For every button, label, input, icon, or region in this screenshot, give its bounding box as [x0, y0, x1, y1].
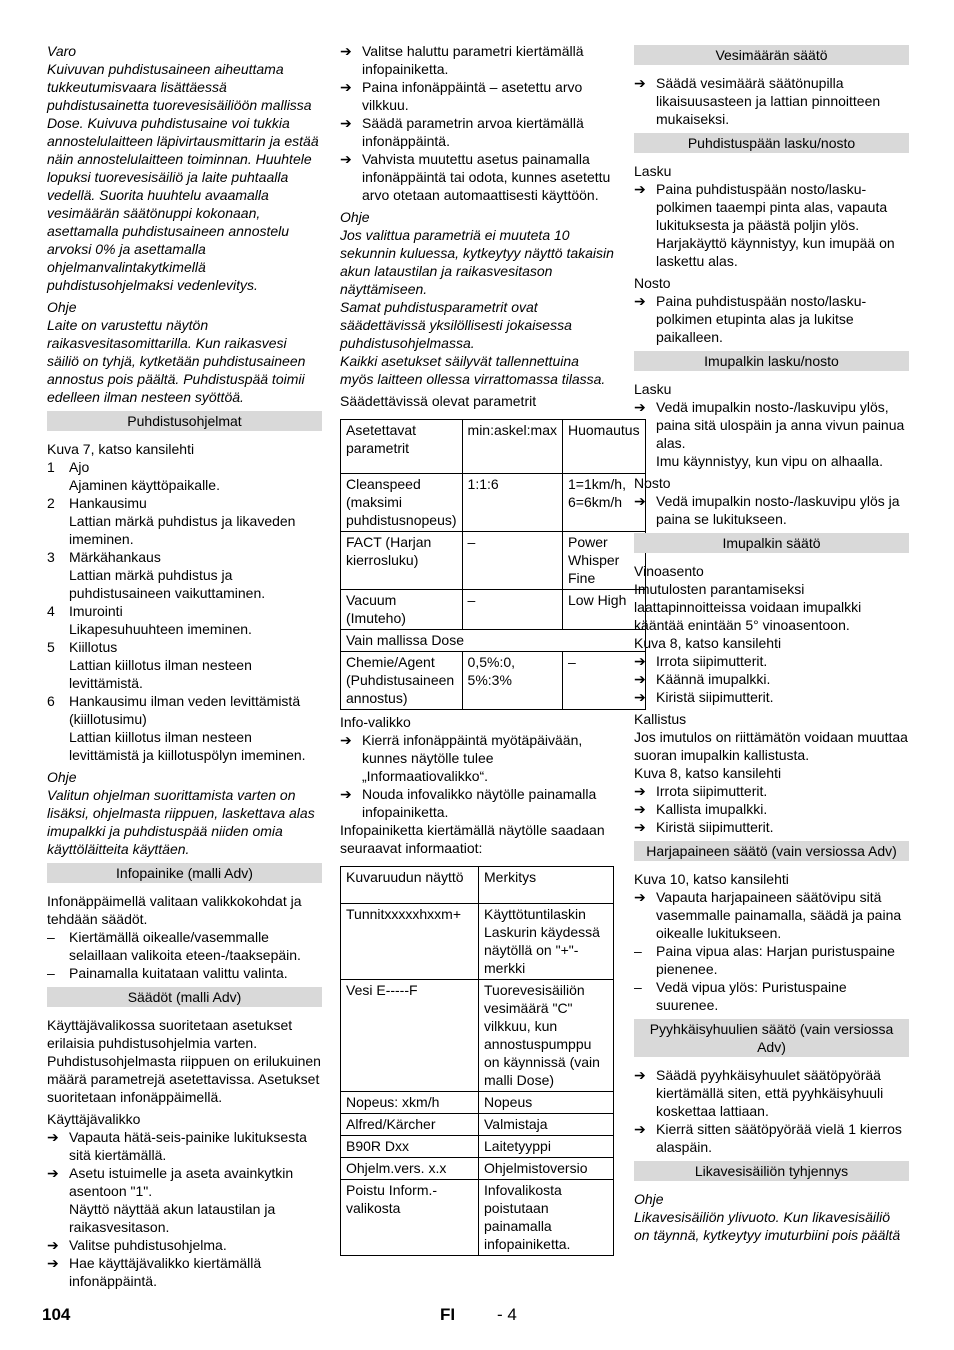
- table-row: Ohjelm.vers. x.x Ohjelmistoversio: [341, 1158, 614, 1180]
- step-item: ➔ Vahvista muutettu asetus painamalla infonäppäintä tai odota, kunnes asetettu arvo otetaan automaattisesti käyttöön.: [340, 151, 611, 203]
- step-item: ➔ Säädä pyyhkäisyhuulet säätöpyörää kiertämällä siten, että pyyhkäisyhuuli koskettaa lattiaan.: [634, 1067, 884, 1119]
- arrow-icon: ➔: [634, 293, 646, 309]
- arrow-icon: ➔: [47, 1165, 59, 1181]
- figure-reference: Kuva 8, katso kansilehti: [634, 635, 782, 651]
- info-table: [340, 866, 614, 1256]
- table-row: Vain mallissa Dose: [341, 630, 646, 652]
- step-item: ➔ Asetu istuimelle ja aseta avainkytkin asentoon "1".: [47, 1165, 294, 1199]
- dash-item: – Kiertämällä oikealle/vasemmalle selaillaan valikoita eteen-/taaksepäin.: [47, 929, 301, 963]
- arrow-icon: ➔: [47, 1237, 59, 1253]
- section-header-cleaning-programs: Puhdistusohjelmat: [47, 411, 322, 431]
- step-item: ➔ Kiristä siipimutterit.: [634, 819, 774, 835]
- table-header-row: Asetettavat parametrit min:askel:max Huomautus: [341, 420, 646, 474]
- arrow-icon: ➔: [634, 653, 646, 669]
- step-item: ➔ Hae käyttäjävalikko kiertämällä infonäppäintä.: [47, 1255, 262, 1289]
- warning-text: Kuivuvan puhdistusaineen aiheuttama tukkeutumisvaara lisättäessä puhdistusainetta tuorevesisäiliöön mallissa Dose. Kuivuva puhdistusaine voi tukkia annostelulaitteen läpivirtausmittarin ja estää näin annostelulaitteen toiminnan. Huuhtele lopuksi tuorevesisäiliö ja laite puhtaalla vedellä. Suorita huuhtelu avaamalla vesimäärän säätönuppi kokonaan, asettamalla puhdistusaineen annostelu arvoksi 0% ja asettamalla ohjelmanvalintakytkimellä puhdistusohjelmaksi vedenlevitys.: [47, 61, 319, 293]
- arrow-icon: ➔: [634, 75, 646, 91]
- arrow-icon: ➔: [340, 732, 352, 748]
- step-item: ➔ Valitse puhdistusohjelma.: [47, 1237, 227, 1253]
- list-item-desc: Ajaminen käyttöpaikalle.: [69, 477, 220, 493]
- table-header-row: Kuvaruudun näyttö Merkitys: [341, 867, 614, 904]
- dash-item: – Painamalla kuitataan valittu valinta.: [47, 965, 288, 981]
- list-item: 5 Kiillotus: [47, 639, 118, 655]
- table-row: B90R Dxx Laitetyyppi: [341, 1136, 614, 1158]
- section-header-settings: Säädöt (malli Adv): [47, 987, 322, 1007]
- table-caption: Säädettävissä olevat parametrit: [340, 393, 537, 409]
- arrow-icon: ➔: [634, 889, 646, 905]
- arrow-icon: ➔: [634, 181, 646, 197]
- section-header-dirty-water-tank: Likavesisäiliön tyhjennys: [634, 1161, 909, 1181]
- subheading: Nosto: [634, 275, 671, 291]
- list-item-desc: Likapesuhuuhteen imeminen.: [69, 621, 252, 637]
- step-item: ➔ Vapauta harjapaineen säätövipu sitä vasemmalle painamalla, säädä ja paina oikealle lukitukseen.: [634, 889, 902, 941]
- figure-reference: Kuva 7, katso kansilehti: [47, 441, 195, 457]
- dash-icon: –: [634, 943, 642, 959]
- column-1: [47, 42, 322, 1290]
- list-item-desc: Lattian märkä puhdistus ja likaveden imeminen.: [69, 513, 296, 547]
- step-note: Harjakäyttö käynnistyy, kun imupää on laskettu alas.: [656, 235, 895, 269]
- table-row: Vacuum (Imuteho) – Low High: [341, 590, 646, 630]
- subheading: Käyttäjävalikko: [47, 1111, 141, 1127]
- step-item: ➔ Irrota siipimutterit.: [634, 783, 768, 799]
- arrow-icon: ➔: [340, 151, 352, 167]
- list-item-desc: Lattian märkä puhdistus ja puhdistusaineen vaikuttaminen.: [69, 567, 266, 601]
- list-item: 2 Hankausimu: [47, 495, 147, 511]
- arrow-icon: ➔: [340, 43, 352, 59]
- list-item: 4 Imurointi: [47, 603, 123, 619]
- dash-item: – Paina vipua alas: Harjan puristuspaine pienenee.: [634, 943, 895, 977]
- arrow-icon: ➔: [634, 819, 646, 835]
- list-item: 1 Ajo: [47, 459, 90, 475]
- table-row: FACT (Harjan kierrosluku) – Power Whisper Fine: [341, 532, 646, 590]
- arrow-icon: ➔: [47, 1129, 59, 1145]
- list-item: 6 Hankausimu ilman veden levittämistä (kiillotusimu): [47, 693, 301, 727]
- table-row: Cleanspeed (maksimi puhdistusnopeus) 1:1:6 1=1km/h, 6=6km/h: [341, 474, 646, 532]
- figure-reference: Kuva 8, katso kansilehti: [634, 765, 782, 781]
- arrow-icon: ➔: [340, 786, 352, 802]
- step-item: ➔ Säädä parametrin arvoa kiertämällä infonäppäintä.: [340, 115, 584, 149]
- step-item: ➔ Paina puhdistuspään nosto/lasku-polkimen etupinta alas ja lukitse paikalleen.: [634, 293, 867, 345]
- note-label: Ohje: [634, 1191, 664, 1207]
- step-item: ➔ Valitse haluttu parametri kiertämällä infopainiketta.: [340, 43, 584, 77]
- step-item: ➔ Kiristä siipimutterit.: [634, 689, 774, 705]
- step-item: ➔ Kierrä sitten säätöpyörää vielä 1 kierros alaspäin.: [634, 1121, 902, 1155]
- section-header-cleaning-head: Puhdistuspään lasku/nosto: [634, 133, 909, 153]
- step-item: ➔ Säädä vesimäärä säätönupilla likaisuusasteen ja lattian pinnoitteen mukaiseksi.: [634, 75, 881, 127]
- arrow-icon: ➔: [340, 115, 352, 131]
- list-item-desc: Lattian kiillotus ilman nesteen levittämistä.: [69, 657, 252, 691]
- note-text: Valitun ohjelman suorittamista varten on lisäksi, ohjelmasta riippuen, laskettava alas imupalkki ja puhdistuspää niiden omia käyttöläitteita käyttäen.: [47, 787, 315, 857]
- note-label: Ohje: [47, 769, 77, 785]
- section-header-squeegee: Imupalkin lasku/nosto: [634, 351, 909, 371]
- step-item: ➔ Vedä imupalkin nosto-/laskuvipu ylös ja paina se lukitukseen.: [634, 493, 900, 527]
- list-item: 3 Märkähankaus: [47, 549, 161, 565]
- step-item: ➔ Käännä imupalkki.: [634, 671, 771, 687]
- parameters-table: [340, 419, 646, 710]
- note-text: Likavesisäiliön ylivuoto. Kun likavesisäiliö on täynnä, kytkeytyy imuturbiini pois päältä: [634, 1209, 901, 1243]
- arrow-icon: ➔: [634, 801, 646, 817]
- step-item: ➔ Irrota siipimutterit.: [634, 653, 768, 669]
- section-header-wiper-lips: Pyyhkäisyhuulien säätö (vain versiossa Adv): [634, 1019, 909, 1057]
- section-header-water-amount: Vesimäärän säätö: [634, 45, 909, 65]
- paragraph: Infonäppäimellä valitaan valikkokohdat ja tehdään säädöt.: [47, 893, 302, 927]
- arrow-icon: ➔: [47, 1255, 59, 1271]
- step-item: ➔ Vapauta hätä-seis-painike lukituksesta sitä kiertämällä.: [47, 1129, 307, 1163]
- subheading: Vinoasento: [634, 563, 704, 579]
- warning-label: Varo: [47, 43, 77, 59]
- table-row: Alfred/Kärcher Valmistaja: [341, 1114, 614, 1136]
- paragraph: Imutulosten parantamiseksi laattapinnoitteissa voidaan imupalkki kääntää enintään 5° vinoasentoon.: [634, 581, 862, 633]
- note-text: Kaikki asetukset säilyvät tallennettuina myös laitteen ollessa virrattomassa tilassa.: [340, 353, 606, 387]
- paragraph: Jos imutulos on riittämätön voidaan muuttaa suoran imupalkin kallistusta.: [634, 729, 908, 763]
- program-list: [47, 458, 322, 764]
- arrow-icon: ➔: [634, 689, 646, 705]
- subheading: Info-valikko: [340, 714, 411, 730]
- section-header-squeegee-adjust: Imupalkin säätö: [634, 533, 909, 553]
- figure-reference: Kuva 10, katso kansilehti: [634, 871, 789, 887]
- subheading: Lasku: [634, 163, 672, 179]
- note-text: Samat puhdistusparametrit ovat säädettävissä yksilöllisesti jokaisessa puhdistusohjelmassa.: [340, 299, 572, 351]
- arrow-icon: ➔: [340, 79, 352, 95]
- note-label: Ohje: [47, 299, 77, 315]
- table-row: Chemie/Agent (Puhdistusaineen annostus) 0,5%:0, 5%:3% –: [341, 652, 646, 710]
- subheading: Nosto: [634, 475, 671, 491]
- dash-icon: –: [634, 979, 642, 995]
- arrow-icon: ➔: [634, 1067, 646, 1083]
- list-item-desc: Lattian kiillotus ilman nesteen levittämistä ja kiillotuspölyn imeminen.: [69, 729, 306, 763]
- note-text: Laite on varustettu näytön raikasvesitasomittarilla. Kun raikasvesi säiliö on tyhjä, kytketään puhdistusaineen annostus pois päältä. Puhdistuspää toimii edelleen ilman nesteen syöttöä.: [47, 317, 306, 405]
- step-note: Imu käynnistyy, kun vipu on alhaalla.: [656, 453, 883, 469]
- arrow-icon: ➔: [634, 1121, 646, 1137]
- arrow-icon: ➔: [634, 783, 646, 799]
- column-2: [340, 42, 640, 1259]
- section-page: - 4: [497, 1305, 517, 1324]
- step-item: ➔ Nouda infovalikko näytölle painamalla infopainiketta.: [340, 786, 597, 820]
- step-item: ➔ Paina infonäppäintä – asetettu arvo vilkkuu.: [340, 79, 583, 113]
- subheading: Kallistus: [634, 711, 687, 727]
- section-header-brush-pressure: Harjapaineen säätö (vain versiossa Adv): [634, 841, 909, 861]
- subheading: Lasku: [634, 381, 672, 397]
- language-code: FI: [440, 1305, 456, 1324]
- section-header-info-button: Infopainike (malli Adv): [47, 863, 322, 883]
- step-item: ➔ Kallista imupalkki.: [634, 801, 768, 817]
- column-3: [634, 42, 909, 1244]
- dash-icon: –: [47, 965, 55, 981]
- table-row: Nopeus: xkm/h Nopeus: [341, 1092, 614, 1114]
- arrow-icon: ➔: [634, 671, 646, 687]
- step-item: ➔ Kierrä infonäppäintä myötäpäivään, kunnes näytölle tulee „Informaatiovalikko“.: [340, 732, 583, 784]
- step-item: ➔ Vedä imupalkin nosto-/laskuvipu ylös, paina sitä ulospäin ja anna vivun painua alas.: [634, 399, 905, 451]
- paragraph: Infopainiketta kiertämällä näytölle saadaan seuraavat informaatiot:: [340, 822, 605, 856]
- step-item: ➔ Paina puhdistuspään nosto/lasku-polkimen taaempi pinta alas, vapauta lukituksesta ja päästä poljin ylös.: [634, 181, 888, 233]
- dash-item: – Vedä vipua ylös: Puristuspaine suurenee.: [634, 979, 847, 1013]
- table-row: Poistu Inform.- valikosta Infovalikosta poistutaan painamalla infopainiketta.: [341, 1180, 614, 1256]
- dash-icon: –: [47, 929, 55, 945]
- arrow-icon: ➔: [634, 399, 646, 415]
- paragraph: Käyttäjävalikossa suoritetaan asetukset erilaisia puhdistusohjelmia varten. Puhdistusohjelmasta riippuen on erilukuinen määrä parametrejä asetettavissa. Asetukset suoritetaan infonäppäimellä.: [47, 1017, 321, 1105]
- table-row: Tunnitxxxxxhxxm+ Käyttötuntilaskin Laskurin käydessä näytöllä on "+"-merkki: [341, 904, 614, 980]
- arrow-icon: ➔: [634, 493, 646, 509]
- note-label: Ohje: [340, 209, 370, 225]
- step-note: Näyttö näyttää akun lataustilan ja raikasvesitason.: [69, 1201, 276, 1235]
- page-number: 104: [42, 1305, 71, 1324]
- table-row: Vesi E-----F Tuorevesisäiliön vesimäärä "C" vilkkuu, kun annostuspumppu on käynnissä (vain malli Dose): [341, 980, 614, 1092]
- note-text: Jos valittua parametriä ei muuteta 10 sekunnin kuluessa, kytkeytyy näyttö takaisin akun lataustilan ja raikasvesitason näyttämiseen.: [340, 227, 614, 297]
